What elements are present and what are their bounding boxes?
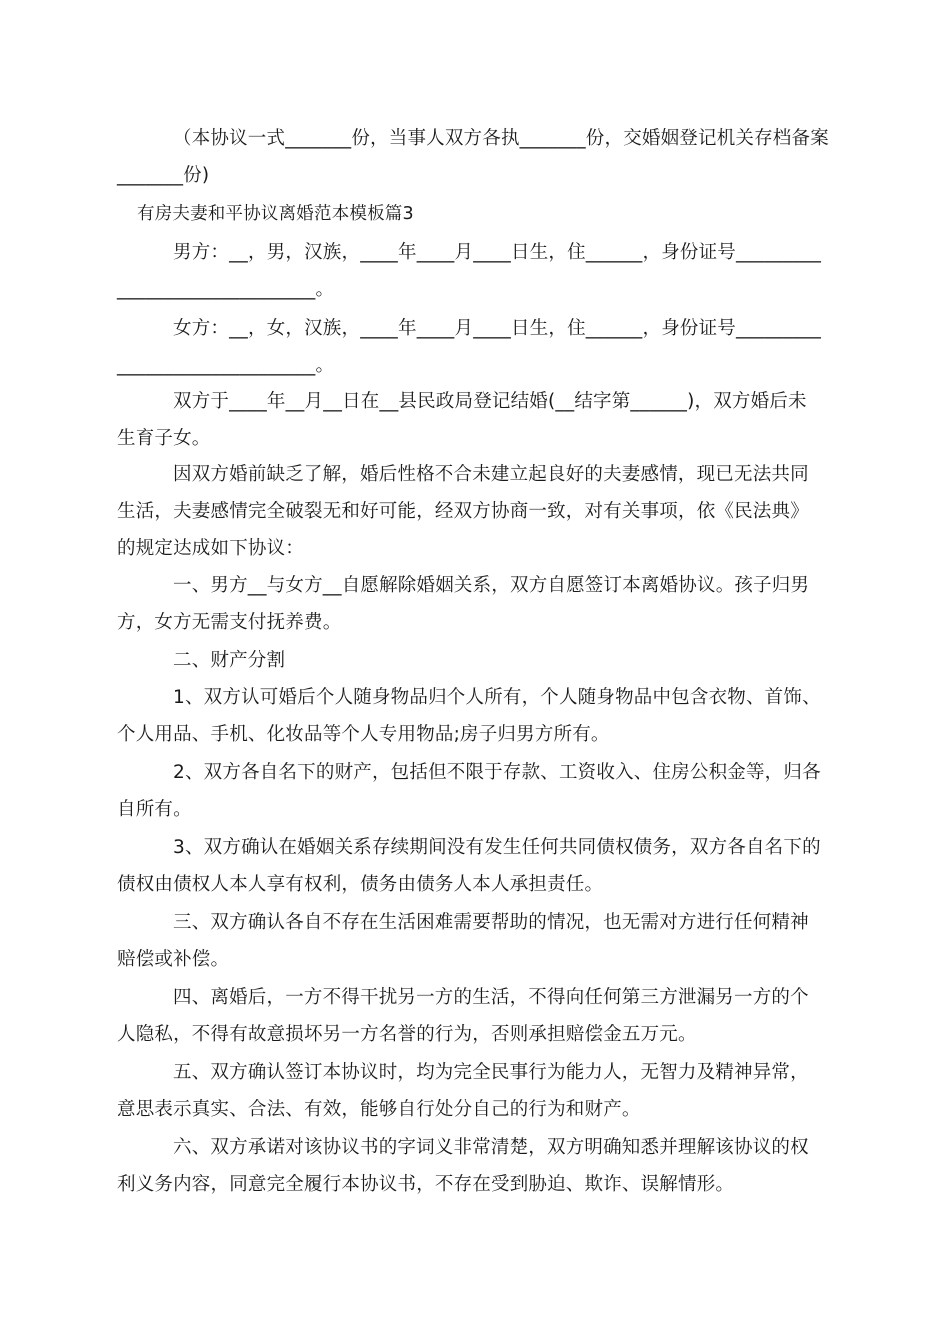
clause6-line-2: 利义务内容，同意完全履行本协议书，不存在受到胁迫、欺诈、误解情形。 (117, 1174, 735, 1195)
intro-line-2: _______份) (117, 165, 210, 186)
clause1-line-2: 方，女方无需支付抚养费。 (117, 612, 342, 633)
reason-line-3: 的规定达成如下协议： (117, 538, 305, 559)
clause2-title: 二、财产分割 (173, 650, 286, 671)
item1-line-2: 个人用品、手机、化妆品等个人专用物品;房子归男方所有。 (117, 724, 610, 745)
clause5-line-2: 意思表示真实、合法、有效，能够自行处分自己的行为和财产。 (117, 1099, 641, 1120)
marriage-line-1: 双方于____年__月__日在__县民政局登记结婚(__结字第______)，双方婚后未 (173, 391, 807, 412)
marriage-line-2: 生育子女。 (117, 428, 211, 449)
item3-line-2: 债权由债权人本人享有权利，债务由债务人本人承担责任。 (117, 874, 604, 895)
clause4-line-2: 人隐私，不得有故意损坏另一方名誉的行为，否则承担赔偿金五万元。 (117, 1024, 697, 1045)
reason-line-1: 因双方婚前缺乏了解，婚后性格不合未建立起良好的夫妻感情，现已无法共同 (173, 464, 809, 485)
item2-line-2: 自所有。 (117, 799, 192, 820)
item1-line-1: 1、双方认可婚后个人随身物品归个人所有，个人随身物品中包含衣物、首饰、 (173, 687, 821, 708)
clause1-line-1: 一、男方__与女方__自愿解除婚姻关系，双方自愿签订本离婚协议。孩子归男 (173, 575, 810, 596)
female-line-2: _____________________。 (117, 355, 335, 376)
clause5-line-1: 五、双方确认签订本协议时，均为完全民事行为能力人，无智力及精神异常， (173, 1062, 809, 1083)
clause4-line-1: 四、离婚后，一方不得干扰另一方的生活，不得向任何第三方泄漏另一方的个 (173, 987, 809, 1008)
item3-line-1: 3、双方确认在婚姻关系存续期间没有发生任何共同债权债务，双方各自名下的 (173, 837, 821, 858)
clause3-line-2: 赔偿或补偿。 (117, 949, 230, 970)
section-title: 有房夫妻和平协议离婚范本模板篇3 (137, 204, 414, 224)
clause6-line-1: 六、双方承诺对该协议书的字词义非常清楚，双方明确知悉并理解该协议的权 (173, 1137, 809, 1158)
item2-line-1: 2、双方各自名下的财产，包括但不限于存款、工资收入、住房公积金等，归各 (173, 762, 821, 783)
male-line-1: 男方：__，男，汉族，____年____月____日生，住______，身份证号_________ (173, 242, 822, 263)
male-line-2: _____________________。 (117, 279, 335, 300)
reason-line-2: 生活，夫妻感情完全破裂无和好可能，经双方协商一致，对有关事项，依《民法典》 (117, 501, 809, 522)
clause3-line-1: 三、双方确认各自不存在生活困难需要帮助的情况，也无需对方进行任何精神 (173, 912, 809, 933)
female-line-1: 女方：__，女，汉族，____年____月____日生，住______，身份证号_________ (173, 318, 822, 339)
intro-line-1: （本协议一式_______份，当事人双方各执_______份，交婚姻登记机关存档备案 (173, 128, 829, 149)
